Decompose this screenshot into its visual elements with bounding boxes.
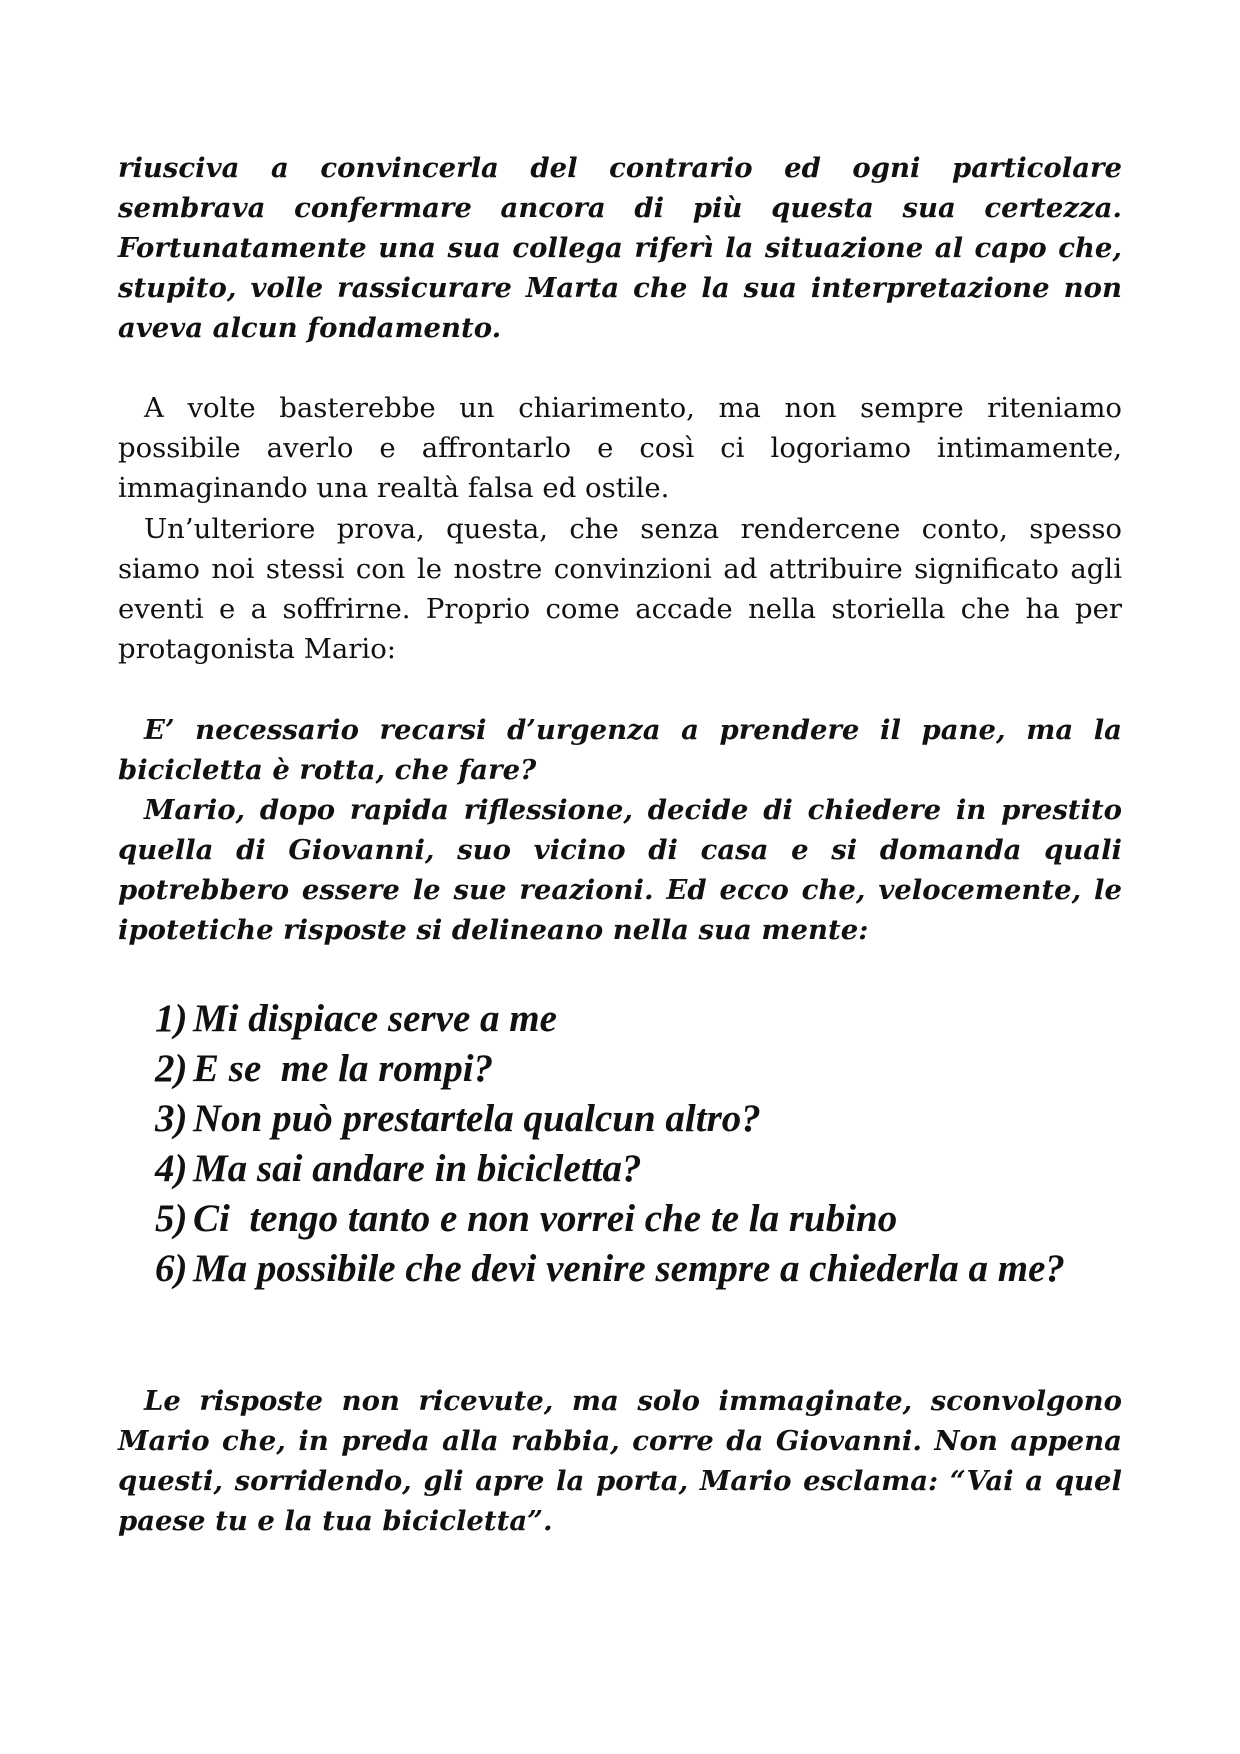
list-item-number: 4) [155, 1147, 188, 1190]
list-item-number: 2) [155, 1047, 188, 1090]
list-item-number: 1) [155, 997, 188, 1040]
list-item-text: Ma possibile che devi venire sempre a chiederla a me? [193, 1247, 1065, 1290]
list-item [155, 1144, 1125, 1194]
paragraph-marta-story: riusciva a convincerla del contrario ed ogni particolare sembrava confermare ancora di più questa sua certezza. Fortunatamente una sua collega riferì la situazione al capo che, stupito, volle rassicurare Marta che la sua interpretazione non aveva alcun fondamento. [118, 152, 1122, 344]
list-item [155, 1094, 1125, 1144]
paragraph-further-proof: Un’ulteriore prova, questa, che senza rendercene conto, spesso siamo noi stessi con le nostre convinzioni ad attribuire significato agli eventi e a soffrirne. Proprio come accade nella storiella che ha per protagonista Mario: [118, 513, 1122, 665]
list-item-text: Mi dispiace serve a me [193, 997, 557, 1040]
list-item-text: Ma sai andare in bicicletta? [193, 1147, 642, 1190]
list-item-text: Non può prestartela qualcun altro? [193, 1097, 761, 1140]
paragraph-story-ending: Le risposte non ricevute, ma solo immaginate, sconvolgono Mario che, in preda alla rabbia, corre da Giovanni. Non appena questi, sorridendo, gli apre la porta, Mario esclama: “Vai a quel paese tu e la tua bicicletta”. [118, 1385, 1122, 1537]
list-item-number: 6) [155, 1247, 188, 1290]
paragraph-story-mario-decides: Mario, dopo rapida riflessione, decide di chiedere in prestito quella di Giovanni, suo vicino di casa e si domanda quali potrebbero essere le sue reazioni. Ed ecco che, velocemente, le ipotetiche risposte si delineano nella sua mente: [118, 794, 1122, 946]
list-item-number: 5) [155, 1197, 188, 1240]
list-item-number: 3) [155, 1097, 188, 1140]
list-item [155, 994, 1125, 1044]
imagined-responses-list [155, 994, 1125, 1294]
paragraph-story-bread: E’ necessario recarsi d’urgenza a prendere il pane, ma la bicicletta è rotta, che fare? [118, 714, 1122, 786]
list-item [155, 1044, 1125, 1094]
list-item-text: Ci tengo tanto e non vorrei che te la rubino [193, 1197, 898, 1240]
list-item [155, 1244, 1125, 1294]
list-item [155, 1194, 1125, 1244]
paragraph-clarification: A volte basterebbe un chiarimento, ma non sempre riteniamo possibile averlo e affrontarlo e così ci logoriamo intimamente, immaginando una realtà falsa ed ostile. [118, 392, 1122, 504]
list-item-text: E se me la rompi? [193, 1047, 494, 1090]
